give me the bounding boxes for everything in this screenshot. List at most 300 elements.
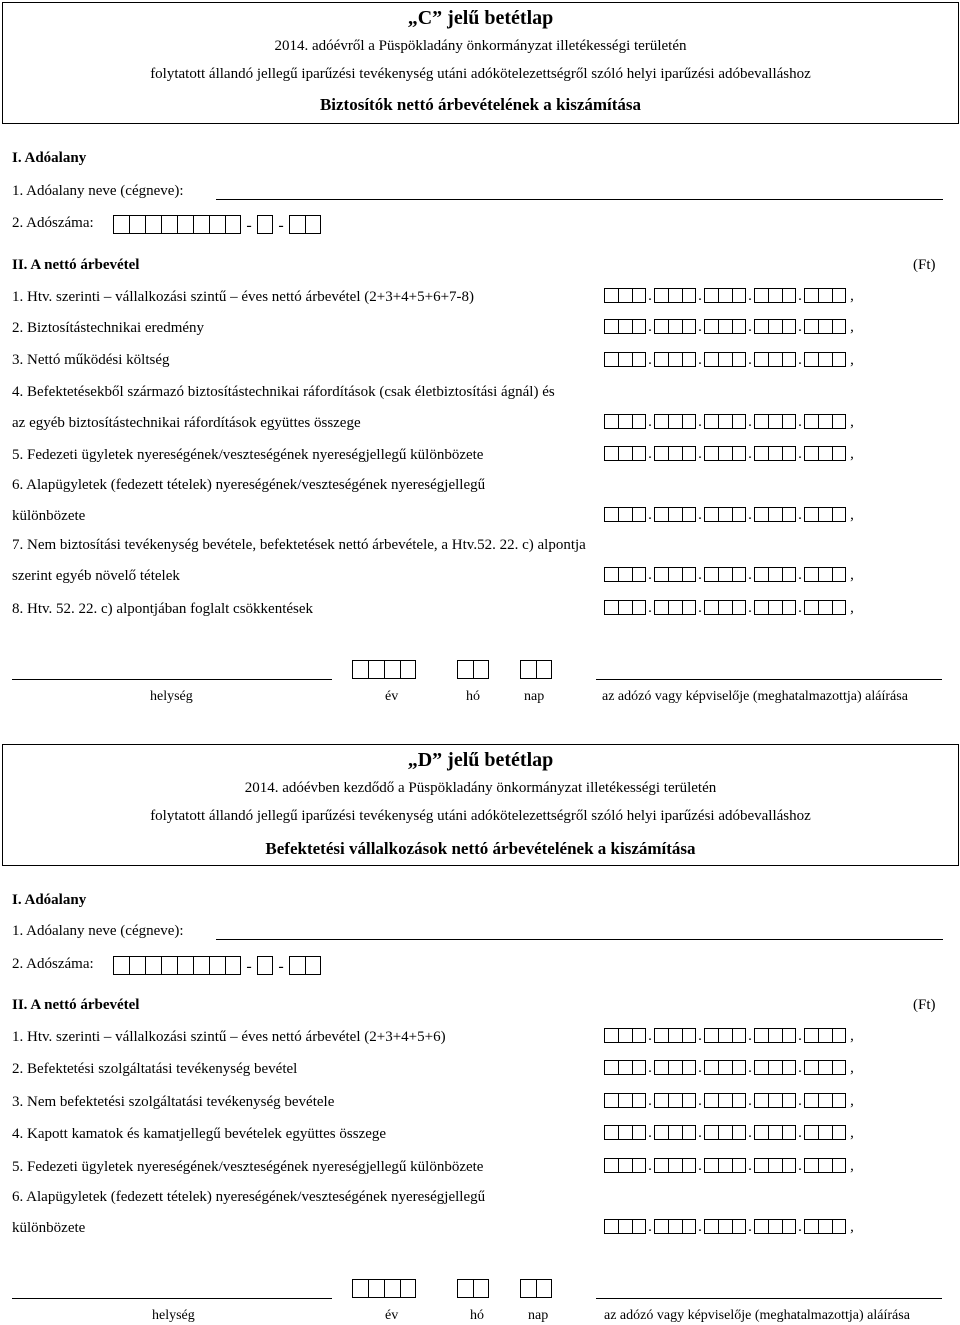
char-cell[interactable] — [654, 352, 668, 367]
section-c-row-6-amount[interactable] — [604, 507, 858, 522]
char-cell[interactable] — [804, 600, 818, 615]
char-cell[interactable] — [832, 1158, 846, 1173]
char-cell[interactable] — [668, 288, 682, 303]
char-cell[interactable] — [818, 567, 832, 582]
char-cell[interactable] — [732, 319, 746, 334]
char-cell[interactable] — [129, 215, 145, 234]
char-cell[interactable] — [457, 660, 473, 679]
section-c-row-3-label: 3. Nettó működési költség — [12, 352, 170, 368]
char-cell[interactable] — [832, 1028, 846, 1043]
char-cell[interactable] — [704, 1093, 718, 1108]
char-cell[interactable] — [177, 956, 193, 975]
char-cell[interactable] — [804, 1158, 818, 1173]
section-d-name-label: 1. Adóalany neve (cégneve): — [12, 923, 184, 939]
char-cell[interactable] — [289, 215, 305, 234]
char-cell[interactable] — [818, 288, 832, 303]
char-cell[interactable] — [604, 1158, 618, 1173]
char-cell[interactable] — [618, 1060, 632, 1075]
char-cell[interactable] — [654, 1028, 668, 1043]
char-cell[interactable] — [754, 352, 768, 367]
char-cell[interactable] — [225, 215, 241, 234]
char-cell[interactable] — [305, 215, 321, 234]
char-cell[interactable] — [682, 1125, 696, 1140]
char-cell[interactable] — [804, 414, 818, 429]
char-cell[interactable] — [654, 446, 668, 461]
char-cell[interactable] — [754, 507, 768, 522]
char-cell[interactable] — [668, 446, 682, 461]
char-cell[interactable] — [754, 1060, 768, 1075]
char-cell[interactable] — [604, 446, 618, 461]
section-c-row-3-amount[interactable] — [604, 352, 858, 367]
char-cell[interactable] — [804, 319, 818, 334]
char-cell[interactable] — [654, 319, 668, 334]
separator: . — [798, 1219, 802, 1235]
char-cell[interactable] — [804, 1060, 818, 1075]
char-cell[interactable] — [654, 600, 668, 615]
char-cell[interactable] — [718, 1125, 732, 1140]
char-cell[interactable] — [754, 1158, 768, 1173]
char-cell[interactable] — [818, 1125, 832, 1140]
char-cell[interactable] — [400, 660, 416, 679]
char-cell[interactable] — [754, 288, 768, 303]
char-cell[interactable] — [654, 1158, 668, 1173]
char-cell[interactable] — [704, 507, 718, 522]
char-cell[interactable] — [754, 1219, 768, 1234]
char-cell[interactable] — [352, 660, 368, 679]
char-cell[interactable] — [177, 215, 193, 234]
char-cell[interactable] — [732, 1219, 746, 1234]
char-cell[interactable] — [400, 1279, 416, 1298]
char-cell[interactable] — [818, 319, 832, 334]
section-d-row-4-amount[interactable] — [604, 1125, 858, 1140]
separator: , — [850, 414, 854, 430]
section-c-year-field[interactable] — [352, 660, 416, 679]
char-cell[interactable] — [668, 1125, 682, 1140]
section-d-name-field[interactable] — [216, 939, 943, 940]
char-cell[interactable] — [818, 1219, 832, 1234]
section-d-place-field[interactable] — [12, 1298, 332, 1299]
char-cell[interactable] — [782, 1060, 796, 1075]
char-cell[interactable] — [718, 1158, 732, 1173]
char-cell[interactable] — [668, 319, 682, 334]
char-cell[interactable] — [682, 1060, 696, 1075]
char-cell[interactable] — [632, 1060, 646, 1075]
char-cell[interactable] — [804, 352, 818, 367]
char-cell[interactable] — [257, 956, 273, 975]
char-cell[interactable] — [732, 567, 746, 582]
section-d-month-field[interactable] — [457, 1279, 489, 1298]
char-cell[interactable] — [604, 1093, 618, 1108]
char-cell[interactable] — [718, 1219, 732, 1234]
section-d-subtitle-2: folytatott állandó jellegű iparűzési tevékenység utáni adókötelezettségről szóló helyi iparűzési adóbevalláshoz — [150, 808, 811, 824]
char-cell[interactable] — [718, 446, 732, 461]
char-cell[interactable] — [754, 1093, 768, 1108]
char-cell[interactable] — [682, 1219, 696, 1234]
char-cell[interactable] — [768, 414, 782, 429]
separator: . — [798, 1125, 802, 1141]
char-cell[interactable] — [782, 507, 796, 522]
char-cell[interactable] — [832, 567, 846, 582]
char-cell[interactable] — [804, 1028, 818, 1043]
char-cell[interactable] — [668, 567, 682, 582]
char-cell[interactable] — [832, 319, 846, 334]
char-cell[interactable] — [632, 414, 646, 429]
char-cell[interactable] — [704, 319, 718, 334]
char-cell[interactable] — [682, 1093, 696, 1108]
char-cell[interactable] — [289, 956, 305, 975]
separator: . — [798, 507, 802, 523]
separator: . — [748, 319, 752, 335]
char-cell[interactable] — [632, 567, 646, 582]
char-cell[interactable] — [632, 1219, 646, 1234]
char-cell[interactable] — [473, 660, 489, 679]
char-cell[interactable] — [732, 507, 746, 522]
char-cell[interactable] — [682, 567, 696, 582]
char-cell[interactable] — [832, 1060, 846, 1075]
section-d-row-6-amount[interactable] — [604, 1219, 858, 1234]
char-cell[interactable] — [718, 567, 732, 582]
char-cell[interactable] — [818, 1060, 832, 1075]
section-c-month-field[interactable] — [457, 660, 489, 679]
char-cell[interactable] — [384, 660, 400, 679]
char-cell[interactable] — [368, 660, 384, 679]
separator: . — [798, 319, 802, 335]
char-cell[interactable] — [782, 1125, 796, 1140]
section-c-name-field[interactable] — [216, 199, 943, 200]
char-cell[interactable] — [718, 1093, 732, 1108]
char-cell[interactable] — [668, 1158, 682, 1173]
char-cell[interactable] — [782, 1028, 796, 1043]
char-cell[interactable] — [161, 956, 177, 975]
char-cell[interactable] — [818, 507, 832, 522]
char-cell[interactable] — [632, 446, 646, 461]
char-cell[interactable] — [682, 352, 696, 367]
char-cell[interactable] — [782, 414, 796, 429]
char-cell[interactable] — [818, 1158, 832, 1173]
char-cell[interactable] — [604, 1219, 618, 1234]
char-cell[interactable] — [632, 1028, 646, 1043]
char-cell[interactable] — [732, 1060, 746, 1075]
char-cell[interactable] — [604, 414, 618, 429]
char-cell[interactable] — [804, 567, 818, 582]
char-cell[interactable] — [604, 600, 618, 615]
char-cell[interactable] — [818, 414, 832, 429]
char-cell[interactable] — [632, 1093, 646, 1108]
separator: . — [648, 319, 652, 335]
char-cell[interactable] — [782, 446, 796, 461]
char-cell[interactable] — [654, 1060, 668, 1075]
char-cell[interactable] — [682, 414, 696, 429]
char-cell[interactable] — [536, 660, 552, 679]
char-cell[interactable] — [668, 600, 682, 615]
char-cell[interactable] — [704, 1060, 718, 1075]
char-cell[interactable] — [782, 1219, 796, 1234]
char-cell[interactable] — [804, 446, 818, 461]
section-c-row-5-label: 5. Fedezeti ügyletek nyereségének/veszteségének nyereségjellegű különbözete — [12, 447, 484, 463]
char-cell[interactable] — [768, 567, 782, 582]
char-cell[interactable] — [129, 956, 145, 975]
char-cell[interactable] — [618, 288, 632, 303]
char-cell[interactable] — [704, 1125, 718, 1140]
char-cell[interactable] — [704, 567, 718, 582]
char-cell[interactable] — [618, 414, 632, 429]
char-cell[interactable] — [718, 600, 732, 615]
char-cell[interactable] — [209, 215, 225, 234]
section-d-row-3-amount[interactable] — [604, 1093, 858, 1108]
char-cell[interactable] — [668, 1028, 682, 1043]
char-cell[interactable] — [457, 1279, 473, 1298]
char-cell[interactable] — [818, 446, 832, 461]
section-c-signature-caption: az adózó vagy képviselője (meghatalmazottja) aláírása — [602, 689, 908, 704]
char-cell[interactable] — [832, 288, 846, 303]
char-cell[interactable] — [754, 319, 768, 334]
char-cell[interactable] — [832, 507, 846, 522]
separator: . — [648, 414, 652, 430]
char-cell[interactable] — [768, 1158, 782, 1173]
char-cell[interactable] — [718, 414, 732, 429]
char-cell[interactable] — [668, 352, 682, 367]
char-cell[interactable] — [718, 1028, 732, 1043]
char-cell[interactable] — [618, 1028, 632, 1043]
char-cell[interactable] — [804, 507, 818, 522]
section-c-day-field[interactable] — [520, 660, 552, 679]
char-cell[interactable] — [604, 507, 618, 522]
char-cell[interactable] — [754, 1125, 768, 1140]
separator: . — [748, 1060, 752, 1076]
char-cell[interactable] — [682, 319, 696, 334]
char-cell[interactable] — [632, 1158, 646, 1173]
char-cell[interactable] — [718, 288, 732, 303]
char-cell[interactable] — [618, 352, 632, 367]
char-cell[interactable] — [768, 1125, 782, 1140]
section-d-taxno-field[interactable] — [113, 956, 321, 975]
char-cell[interactable] — [704, 414, 718, 429]
section-d-row-2-amount[interactable] — [604, 1060, 858, 1075]
char-cell[interactable] — [113, 956, 129, 975]
char-cell[interactable] — [604, 319, 618, 334]
separator: . — [698, 319, 702, 335]
section-c-row-1-amount[interactable] — [604, 288, 858, 303]
char-cell[interactable] — [145, 215, 161, 234]
char-cell[interactable] — [832, 414, 846, 429]
char-cell[interactable] — [768, 1060, 782, 1075]
char-cell[interactable] — [832, 600, 846, 615]
char-cell[interactable] — [754, 414, 768, 429]
char-cell[interactable] — [782, 352, 796, 367]
char-cell[interactable] — [704, 1219, 718, 1234]
char-cell[interactable] — [832, 1093, 846, 1108]
section-d-signature-field[interactable] — [596, 1298, 942, 1299]
char-cell[interactable] — [782, 567, 796, 582]
char-cell[interactable] — [520, 1279, 536, 1298]
section-c-row-5-amount[interactable] — [604, 446, 858, 461]
char-cell[interactable] — [618, 507, 632, 522]
char-cell[interactable] — [604, 288, 618, 303]
separator: , — [850, 319, 854, 335]
char-cell[interactable] — [704, 446, 718, 461]
char-cell[interactable] — [804, 1093, 818, 1108]
char-cell[interactable] — [768, 352, 782, 367]
char-cell[interactable] — [718, 1060, 732, 1075]
char-cell[interactable] — [782, 600, 796, 615]
char-cell[interactable] — [654, 1219, 668, 1234]
section-c-signature-field[interactable] — [596, 679, 942, 680]
char-cell[interactable] — [654, 288, 668, 303]
char-cell[interactable] — [832, 352, 846, 367]
char-cell[interactable] — [682, 446, 696, 461]
char-cell[interactable] — [732, 414, 746, 429]
char-cell[interactable] — [682, 1028, 696, 1043]
char-cell[interactable] — [682, 507, 696, 522]
char-cell[interactable] — [604, 1125, 618, 1140]
char-cell[interactable] — [618, 567, 632, 582]
separator: . — [698, 288, 702, 304]
section-c-row-2-amount[interactable] — [604, 319, 858, 334]
char-cell[interactable] — [732, 1125, 746, 1140]
char-cell[interactable] — [368, 1279, 384, 1298]
char-cell[interactable] — [209, 956, 225, 975]
char-cell[interactable] — [604, 1028, 618, 1043]
char-cell[interactable] — [632, 1125, 646, 1140]
char-cell[interactable] — [732, 1158, 746, 1173]
char-cell[interactable] — [768, 1219, 782, 1234]
char-cell[interactable] — [618, 319, 632, 334]
char-cell[interactable] — [161, 215, 177, 234]
char-cell[interactable] — [832, 1219, 846, 1234]
char-cell[interactable] — [782, 1158, 796, 1173]
char-cell[interactable] — [632, 319, 646, 334]
char-cell[interactable] — [832, 446, 846, 461]
char-cell[interactable] — [768, 1093, 782, 1108]
char-cell[interactable] — [473, 1279, 489, 1298]
section-c-taxno-field[interactable] — [113, 215, 321, 234]
char-cell[interactable] — [618, 600, 632, 615]
char-cell[interactable] — [754, 1028, 768, 1043]
char-cell[interactable] — [818, 1093, 832, 1108]
char-cell[interactable] — [654, 507, 668, 522]
section-d-day-caption: nap — [528, 1308, 549, 1323]
char-cell[interactable] — [682, 1158, 696, 1173]
char-cell[interactable] — [668, 1219, 682, 1234]
char-cell[interactable] — [704, 1158, 718, 1173]
char-cell[interactable] — [732, 1093, 746, 1108]
char-cell[interactable] — [682, 600, 696, 615]
char-cell[interactable] — [604, 567, 618, 582]
char-cell[interactable] — [604, 1060, 618, 1075]
char-cell[interactable] — [668, 414, 682, 429]
char-cell[interactable] — [768, 600, 782, 615]
char-cell[interactable] — [604, 352, 618, 367]
char-cell[interactable] — [618, 1125, 632, 1140]
section-c-row-1-label: 1. Htv. szerinti – vállalkozási szintű – éves nettó árbevétel (2+3+4+5+6+7-8) — [12, 289, 475, 305]
char-cell[interactable] — [732, 352, 746, 367]
char-cell[interactable] — [668, 1060, 682, 1075]
char-cell[interactable] — [352, 1279, 368, 1298]
char-cell[interactable] — [732, 600, 746, 615]
char-cell[interactable] — [732, 1028, 746, 1043]
char-cell[interactable] — [632, 600, 646, 615]
char-cell[interactable] — [818, 352, 832, 367]
char-cell[interactable] — [193, 215, 209, 234]
char-cell[interactable] — [718, 507, 732, 522]
char-cell[interactable] — [193, 956, 209, 975]
char-cell[interactable] — [654, 567, 668, 582]
char-cell[interactable] — [618, 446, 632, 461]
section-c-place-field[interactable] — [12, 679, 332, 680]
section-d-row-1-amount[interactable] — [604, 1028, 858, 1043]
char-cell[interactable] — [520, 660, 536, 679]
char-cell[interactable] — [782, 288, 796, 303]
char-cell[interactable] — [618, 1093, 632, 1108]
char-cell[interactable] — [618, 1219, 632, 1234]
char-cell[interactable] — [754, 567, 768, 582]
section-c-row-4-amount[interactable] — [604, 414, 858, 429]
section-d-day-field[interactable] — [520, 1279, 552, 1298]
char-cell[interactable] — [225, 956, 241, 975]
char-cell[interactable] — [804, 1219, 818, 1234]
char-cell[interactable] — [668, 1093, 682, 1108]
char-cell[interactable] — [618, 1158, 632, 1173]
char-cell[interactable] — [668, 507, 682, 522]
char-cell[interactable] — [732, 288, 746, 303]
char-cell[interactable] — [632, 288, 646, 303]
char-cell[interactable] — [704, 1028, 718, 1043]
char-cell[interactable] — [654, 414, 668, 429]
char-cell[interactable] — [718, 319, 732, 334]
char-cell[interactable] — [632, 352, 646, 367]
char-cell[interactable] — [768, 288, 782, 303]
char-cell[interactable] — [768, 446, 782, 461]
char-cell[interactable] — [654, 1125, 668, 1140]
char-cell[interactable] — [718, 352, 732, 367]
section-d-part2-heading: II. A nettó árbevétel — [12, 997, 140, 1013]
char-cell[interactable] — [384, 1279, 400, 1298]
char-cell[interactable] — [754, 446, 768, 461]
char-cell[interactable] — [754, 600, 768, 615]
char-cell[interactable] — [257, 215, 273, 234]
char-cell[interactable] — [536, 1279, 552, 1298]
section-d-row-5-amount[interactable] — [604, 1158, 858, 1173]
char-cell[interactable] — [704, 288, 718, 303]
section-d-row-6-label-cont: különbözete — [12, 1220, 86, 1236]
char-cell[interactable] — [305, 956, 321, 975]
char-cell[interactable] — [768, 1028, 782, 1043]
section-c-row-8-label: 8. Htv. 52. 22. c) alpontjában foglalt csökkentések — [12, 601, 314, 617]
char-cell[interactable] — [782, 1093, 796, 1108]
char-cell[interactable] — [768, 507, 782, 522]
char-cell[interactable] — [818, 600, 832, 615]
char-cell[interactable] — [818, 1028, 832, 1043]
separator: . — [698, 567, 702, 583]
char-cell[interactable] — [804, 1125, 818, 1140]
char-cell[interactable] — [113, 215, 129, 234]
char-cell[interactable] — [704, 600, 718, 615]
char-cell[interactable] — [704, 352, 718, 367]
char-cell[interactable] — [654, 1093, 668, 1108]
char-cell[interactable] — [804, 288, 818, 303]
char-cell[interactable] — [682, 288, 696, 303]
char-cell[interactable] — [832, 1125, 846, 1140]
separator: . — [648, 1093, 652, 1109]
char-cell[interactable] — [782, 319, 796, 334]
char-cell[interactable] — [632, 507, 646, 522]
char-cell[interactable] — [732, 446, 746, 461]
char-cell[interactable] — [145, 956, 161, 975]
section-c-row-8-amount[interactable] — [604, 600, 858, 615]
section-d-year-field[interactable] — [352, 1279, 416, 1298]
section-c-row-7-amount[interactable] — [604, 567, 858, 582]
char-cell[interactable] — [768, 319, 782, 334]
